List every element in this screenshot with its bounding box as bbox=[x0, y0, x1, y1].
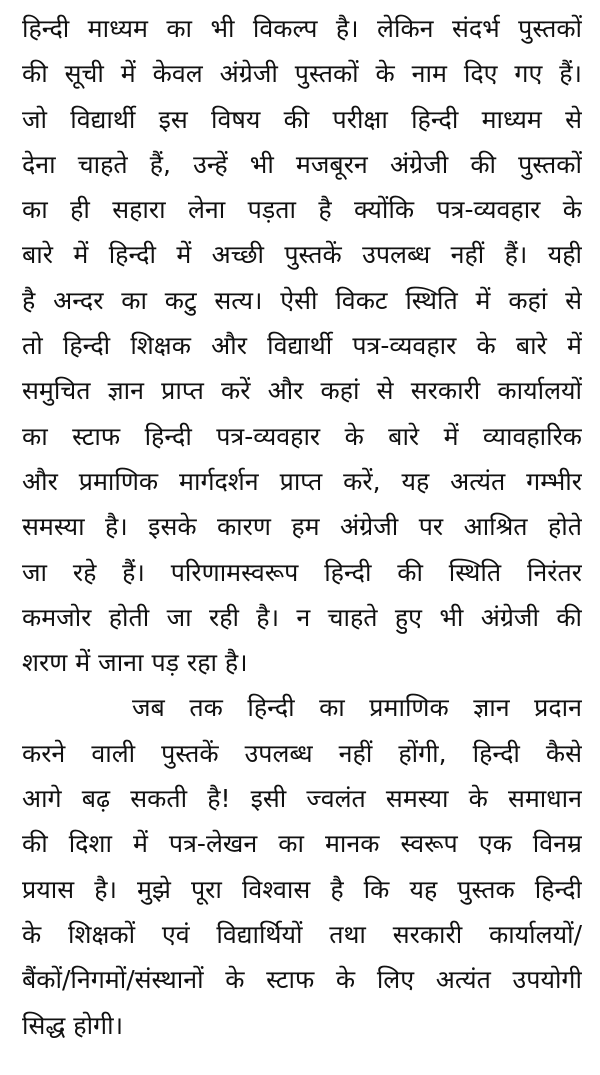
text-line: जा रहे हैं। परिणामस्वरूप हिन्दी की स्थिति निरंतर bbox=[22, 557, 582, 587]
text-line: करने वाली पुस्तकें उपलब्ध नहीं होंगी, हिन्दी कैसे bbox=[22, 738, 582, 768]
text-line: की दिशा में पत्र-लेखन का मानक स्वरूप एक विनम्र bbox=[22, 829, 582, 859]
text-line: का स्टाफ हिन्दी पत्र-व्यवहार के बारे में व्यावहारिक bbox=[22, 421, 582, 451]
text-line: तो हिन्दी शिक्षक और विद्यार्थी पत्र-व्यवहार के बारे में bbox=[22, 331, 582, 361]
paragraph-1 bbox=[22, 6, 582, 685]
text-line: हिन्दी माध्यम का भी विकल्प है। लेकिन संदर्भ पुस्तकों bbox=[22, 14, 582, 43]
text-line: जो विद्यार्थी इस विषय की परीक्षा हिन्दी माध्यम से bbox=[22, 104, 582, 134]
paragraph-2 bbox=[22, 685, 582, 1047]
text-line: कमजोर होती जा रही है। न चाहते हुए भी अंग्रेजी की bbox=[22, 602, 582, 632]
text-line: बारे में हिन्दी में अच्छी पुस्तकें उपलब्ध नहीं हैं। यही bbox=[22, 240, 582, 270]
text-line: का ही सहारा लेना पड़ता है क्योंकि पत्र-व्यवहार के bbox=[22, 195, 582, 225]
text-line: आगे बढ़ सकती है! इसी ज्वलंत समस्या के समाधान bbox=[22, 784, 582, 814]
text-line: बैंकों/निगमों/संस्थानों के स्टाफ के लिए अत्यंत उपयोगी bbox=[22, 965, 582, 995]
text-line: जब तक हिन्दी का प्रमाणिक ज्ञान प्रदान bbox=[132, 693, 582, 723]
text-line: की सूची में केवल अंग्रेजी पुस्तकों के नाम दिए गए हैं। bbox=[22, 59, 582, 89]
text-line: देना चाहते हैं, उन्हें भी मजबूरन अंग्रेजी की पुस्तकों bbox=[22, 149, 582, 179]
text-line: समुचित ज्ञान प्राप्त करें और कहां से सरकारी कार्यालयों bbox=[22, 376, 582, 406]
text-line: समस्या है। इसके कारण हम अंग्रेजी पर आश्रित होते bbox=[22, 512, 582, 542]
text-line: है अन्दर का कटु सत्य। ऐसी विकट स्थिति में कहां से bbox=[22, 285, 582, 315]
text-line: के शिक्षकों एवं विद्यार्थियों तथा सरकारी कार्यालयों/ bbox=[22, 919, 582, 949]
text-line: प्रयास है। मुझे पूरा विश्वास है कि यह पुस्तक हिन्दी bbox=[22, 874, 582, 904]
text-line: सिद्ध होगी। bbox=[22, 1010, 124, 1040]
text-line: शरण में जाना पड़ रहा है। bbox=[22, 648, 248, 678]
document-page bbox=[22, 6, 582, 1048]
text-line: और प्रमाणिक मार्गदर्शन प्राप्त करें, यह अत्यंत गम्भीर bbox=[22, 466, 582, 496]
